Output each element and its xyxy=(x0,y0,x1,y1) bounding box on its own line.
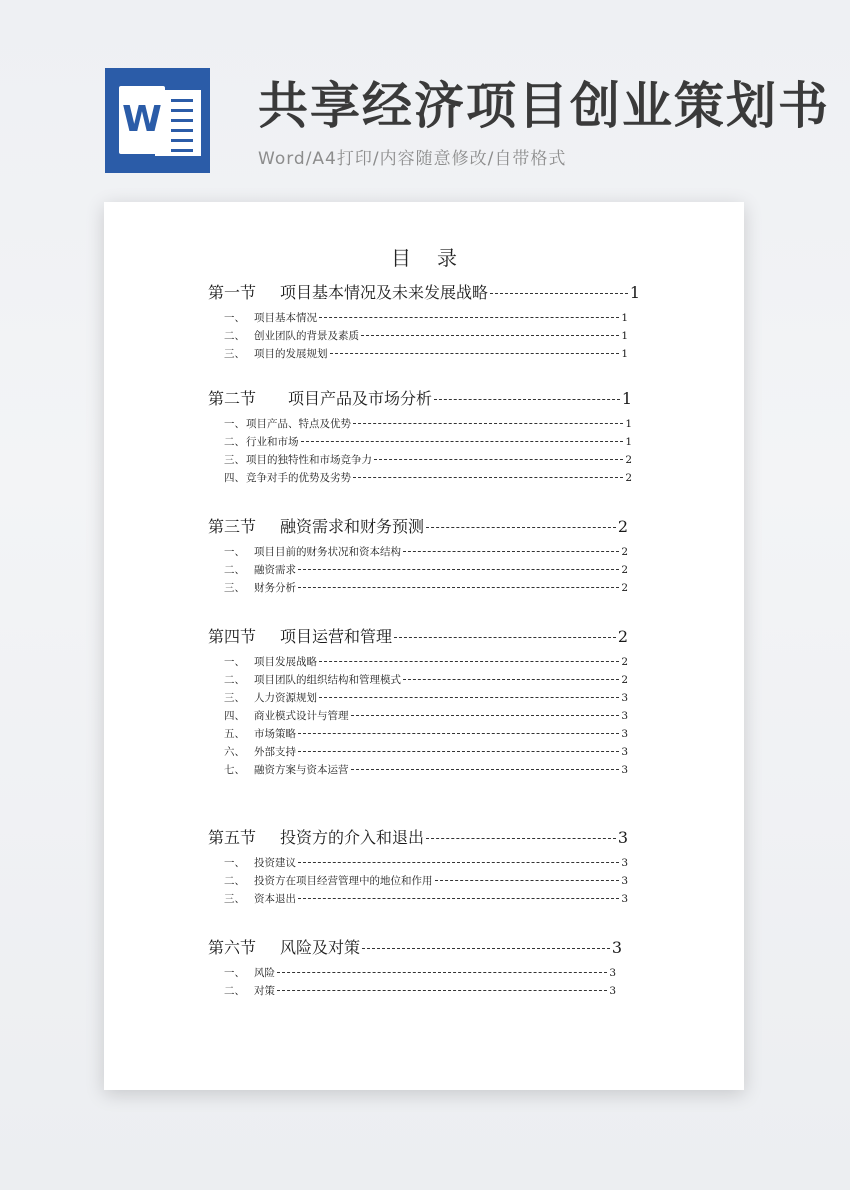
item-number: 四、 xyxy=(224,472,245,484)
item-page-number: 2 xyxy=(621,674,628,686)
item-title: 融资需求 xyxy=(254,564,296,576)
item-page-number: 3 xyxy=(621,692,628,704)
item-page-number: 3 xyxy=(609,985,616,997)
leader-dots xyxy=(403,551,619,552)
item-number: 三、 xyxy=(224,893,245,905)
toc-section-5 xyxy=(208,825,628,909)
item-page-number: 2 xyxy=(621,546,628,558)
item-number: 三、 xyxy=(224,348,245,360)
toc-item[interactable] xyxy=(208,855,628,873)
item-page-number: 3 xyxy=(621,746,628,758)
item-page-number: 3 xyxy=(621,764,628,776)
section-page-number: 1 xyxy=(621,389,632,408)
toc-section-4 xyxy=(208,624,628,780)
toc-section-heading[interactable] xyxy=(208,825,628,855)
toc-item[interactable] xyxy=(208,726,628,744)
item-page-number: 1 xyxy=(625,436,632,448)
item-number: 一、 xyxy=(224,312,245,324)
item-title: 项目基本情况 xyxy=(254,312,317,324)
leader-dots xyxy=(361,335,619,336)
item-number: 五、 xyxy=(224,728,245,740)
leader-dots xyxy=(298,898,619,899)
item-number: 七、 xyxy=(224,764,245,776)
toc-section-heading[interactable] xyxy=(208,514,628,544)
toc-item[interactable] xyxy=(208,562,628,580)
section-page-number: 2 xyxy=(617,627,628,646)
section-title: 融资需求和财务预测 xyxy=(280,517,425,536)
toc-item[interactable] xyxy=(208,690,628,708)
item-number: 二、 xyxy=(224,436,245,448)
leader-dots xyxy=(277,990,607,991)
section-page-number: 1 xyxy=(629,283,640,302)
toc-item[interactable] xyxy=(208,328,628,346)
section-label: 第六节 xyxy=(208,938,257,957)
item-title: 项目产品、特点及优势 xyxy=(246,418,351,430)
item-number: 二、 xyxy=(224,330,245,342)
item-title: 财务分析 xyxy=(254,582,296,594)
toc-item[interactable] xyxy=(208,762,628,780)
section-label: 第五节 xyxy=(208,828,257,847)
item-page-number: 1 xyxy=(621,330,628,342)
item-title: 项目的发展规划 xyxy=(254,348,328,360)
section-title: 项目产品及市场分析 xyxy=(288,389,433,408)
item-title: 项目发展战略 xyxy=(254,656,317,668)
leader-dots xyxy=(351,769,620,770)
item-number: 一、 xyxy=(224,546,245,558)
toc-item[interactable] xyxy=(208,580,628,598)
section-title: 项目运营和管理 xyxy=(280,627,393,646)
item-title: 投资方在项目经营管理中的地位和作用 xyxy=(254,875,433,887)
item-page-number: 3 xyxy=(621,857,628,869)
item-number: 二、 xyxy=(224,674,245,686)
item-page-number: 3 xyxy=(621,875,628,887)
item-title: 风险 xyxy=(254,967,275,979)
leader-dots xyxy=(298,569,619,570)
toc-item[interactable] xyxy=(208,452,632,470)
section-page-number: 2 xyxy=(617,517,628,536)
toc-section-heading[interactable] xyxy=(208,280,640,310)
leader-dots xyxy=(277,972,607,973)
document-page xyxy=(104,202,744,1090)
item-number: 一、 xyxy=(224,656,245,668)
section-label: 第三节 xyxy=(208,517,257,536)
toc-section-heading[interactable] xyxy=(208,386,632,416)
leader-dots xyxy=(426,527,616,528)
toc-item[interactable] xyxy=(208,416,632,434)
item-page-number: 3 xyxy=(621,710,628,722)
toc-section-heading[interactable] xyxy=(208,935,622,965)
item-page-number: 1 xyxy=(621,348,628,360)
item-number: 四、 xyxy=(224,710,245,722)
leader-dots xyxy=(319,697,619,698)
item-number: 六、 xyxy=(224,746,245,758)
toc-item[interactable] xyxy=(208,983,616,1001)
item-number: 三、 xyxy=(224,692,245,704)
item-number: 一、 xyxy=(224,857,245,869)
item-title: 项目目前的财务状况和资本结构 xyxy=(254,546,401,558)
item-number: 二、 xyxy=(224,985,245,997)
item-title: 外部支持 xyxy=(254,746,296,758)
section-title: 项目基本情况及未来发展战略 xyxy=(280,283,489,302)
item-page-number: 2 xyxy=(621,656,628,668)
item-number: 三、 xyxy=(224,582,245,594)
leader-dots xyxy=(330,353,620,354)
item-title: 融资方案与资本运营 xyxy=(254,764,349,776)
leader-dots xyxy=(374,459,623,460)
toc-section-heading[interactable] xyxy=(208,624,628,654)
leader-dots xyxy=(435,880,620,881)
toc-section-3 xyxy=(208,514,628,598)
section-label: 第四节 xyxy=(208,627,257,646)
leader-dots xyxy=(426,838,616,839)
item-number: 一、 xyxy=(224,967,245,979)
item-number: 二、 xyxy=(224,564,245,576)
word-icon xyxy=(105,68,210,173)
leader-dots xyxy=(301,441,624,442)
leader-dots xyxy=(298,733,619,734)
item-page-number: 1 xyxy=(625,418,632,430)
item-title: 市场策略 xyxy=(254,728,296,740)
item-title: 商业模式设计与管理 xyxy=(254,710,349,722)
leader-dots xyxy=(298,587,619,588)
item-title: 竞争对手的优势及劣势 xyxy=(246,472,351,484)
toc-item[interactable] xyxy=(208,891,628,909)
toc-section-6 xyxy=(208,935,622,1001)
item-title: 人力资源规划 xyxy=(254,692,317,704)
item-title: 投资建议 xyxy=(254,857,296,869)
item-title: 对策 xyxy=(254,985,275,997)
item-title: 项目的独特性和市场竞争力 xyxy=(246,454,372,466)
leader-dots xyxy=(434,399,620,400)
leader-dots xyxy=(403,679,619,680)
toc-item[interactable] xyxy=(208,654,628,672)
item-title: 资本退出 xyxy=(254,893,296,905)
toc-item[interactable] xyxy=(208,744,628,762)
item-number: 三、 xyxy=(224,454,245,466)
section-title: 投资方的介入和退出 xyxy=(280,828,425,847)
toc-item[interactable] xyxy=(208,873,628,891)
toc-item[interactable] xyxy=(208,434,632,452)
section-page-number: 3 xyxy=(617,828,628,847)
item-title: 行业和市场 xyxy=(246,436,299,448)
toc-item[interactable] xyxy=(208,346,628,364)
section-title: 风险及对策 xyxy=(280,938,361,957)
item-title: 项目团队的组织结构和管理模式 xyxy=(254,674,401,686)
item-page-number: 2 xyxy=(621,564,628,576)
leader-dots xyxy=(298,862,619,863)
item-number: 二、 xyxy=(224,875,245,887)
item-page-number: 2 xyxy=(625,472,632,484)
section-label: 第二节 xyxy=(208,389,257,408)
section-page-number: 3 xyxy=(611,938,622,957)
page-subtitle: Word/A4打印/内容随意修改/自带格式 xyxy=(258,149,567,169)
toc-item[interactable] xyxy=(208,310,628,328)
item-title: 创业团队的背景及素质 xyxy=(254,330,359,342)
leader-dots xyxy=(362,948,610,949)
toc-item[interactable] xyxy=(208,470,632,488)
toc-section-1 xyxy=(208,280,640,364)
leader-dots xyxy=(490,293,628,294)
item-page-number: 3 xyxy=(621,893,628,905)
leader-dots xyxy=(298,751,619,752)
leader-dots xyxy=(394,637,616,638)
toc-item[interactable] xyxy=(208,672,628,690)
item-page-number: 2 xyxy=(621,582,628,594)
word-icon-letter: W xyxy=(122,99,162,140)
item-page-number: 1 xyxy=(621,312,628,324)
leader-dots xyxy=(351,715,620,716)
item-page-number: 3 xyxy=(621,728,628,740)
toc-item[interactable] xyxy=(208,708,628,726)
section-label: 第一节 xyxy=(208,283,257,302)
item-page-number: 3 xyxy=(609,967,616,979)
toc-section-2 xyxy=(208,386,632,488)
toc-item[interactable] xyxy=(208,965,616,983)
page-title: 共享经济项目创业策划书 xyxy=(258,77,830,135)
leader-dots xyxy=(353,423,623,424)
leader-dots xyxy=(319,661,619,662)
toc-item[interactable] xyxy=(208,544,628,562)
toc-title: 目录 xyxy=(391,246,483,270)
item-page-number: 2 xyxy=(625,454,632,466)
item-number: 一、 xyxy=(224,418,245,430)
leader-dots xyxy=(319,317,619,318)
leader-dots xyxy=(353,477,623,478)
